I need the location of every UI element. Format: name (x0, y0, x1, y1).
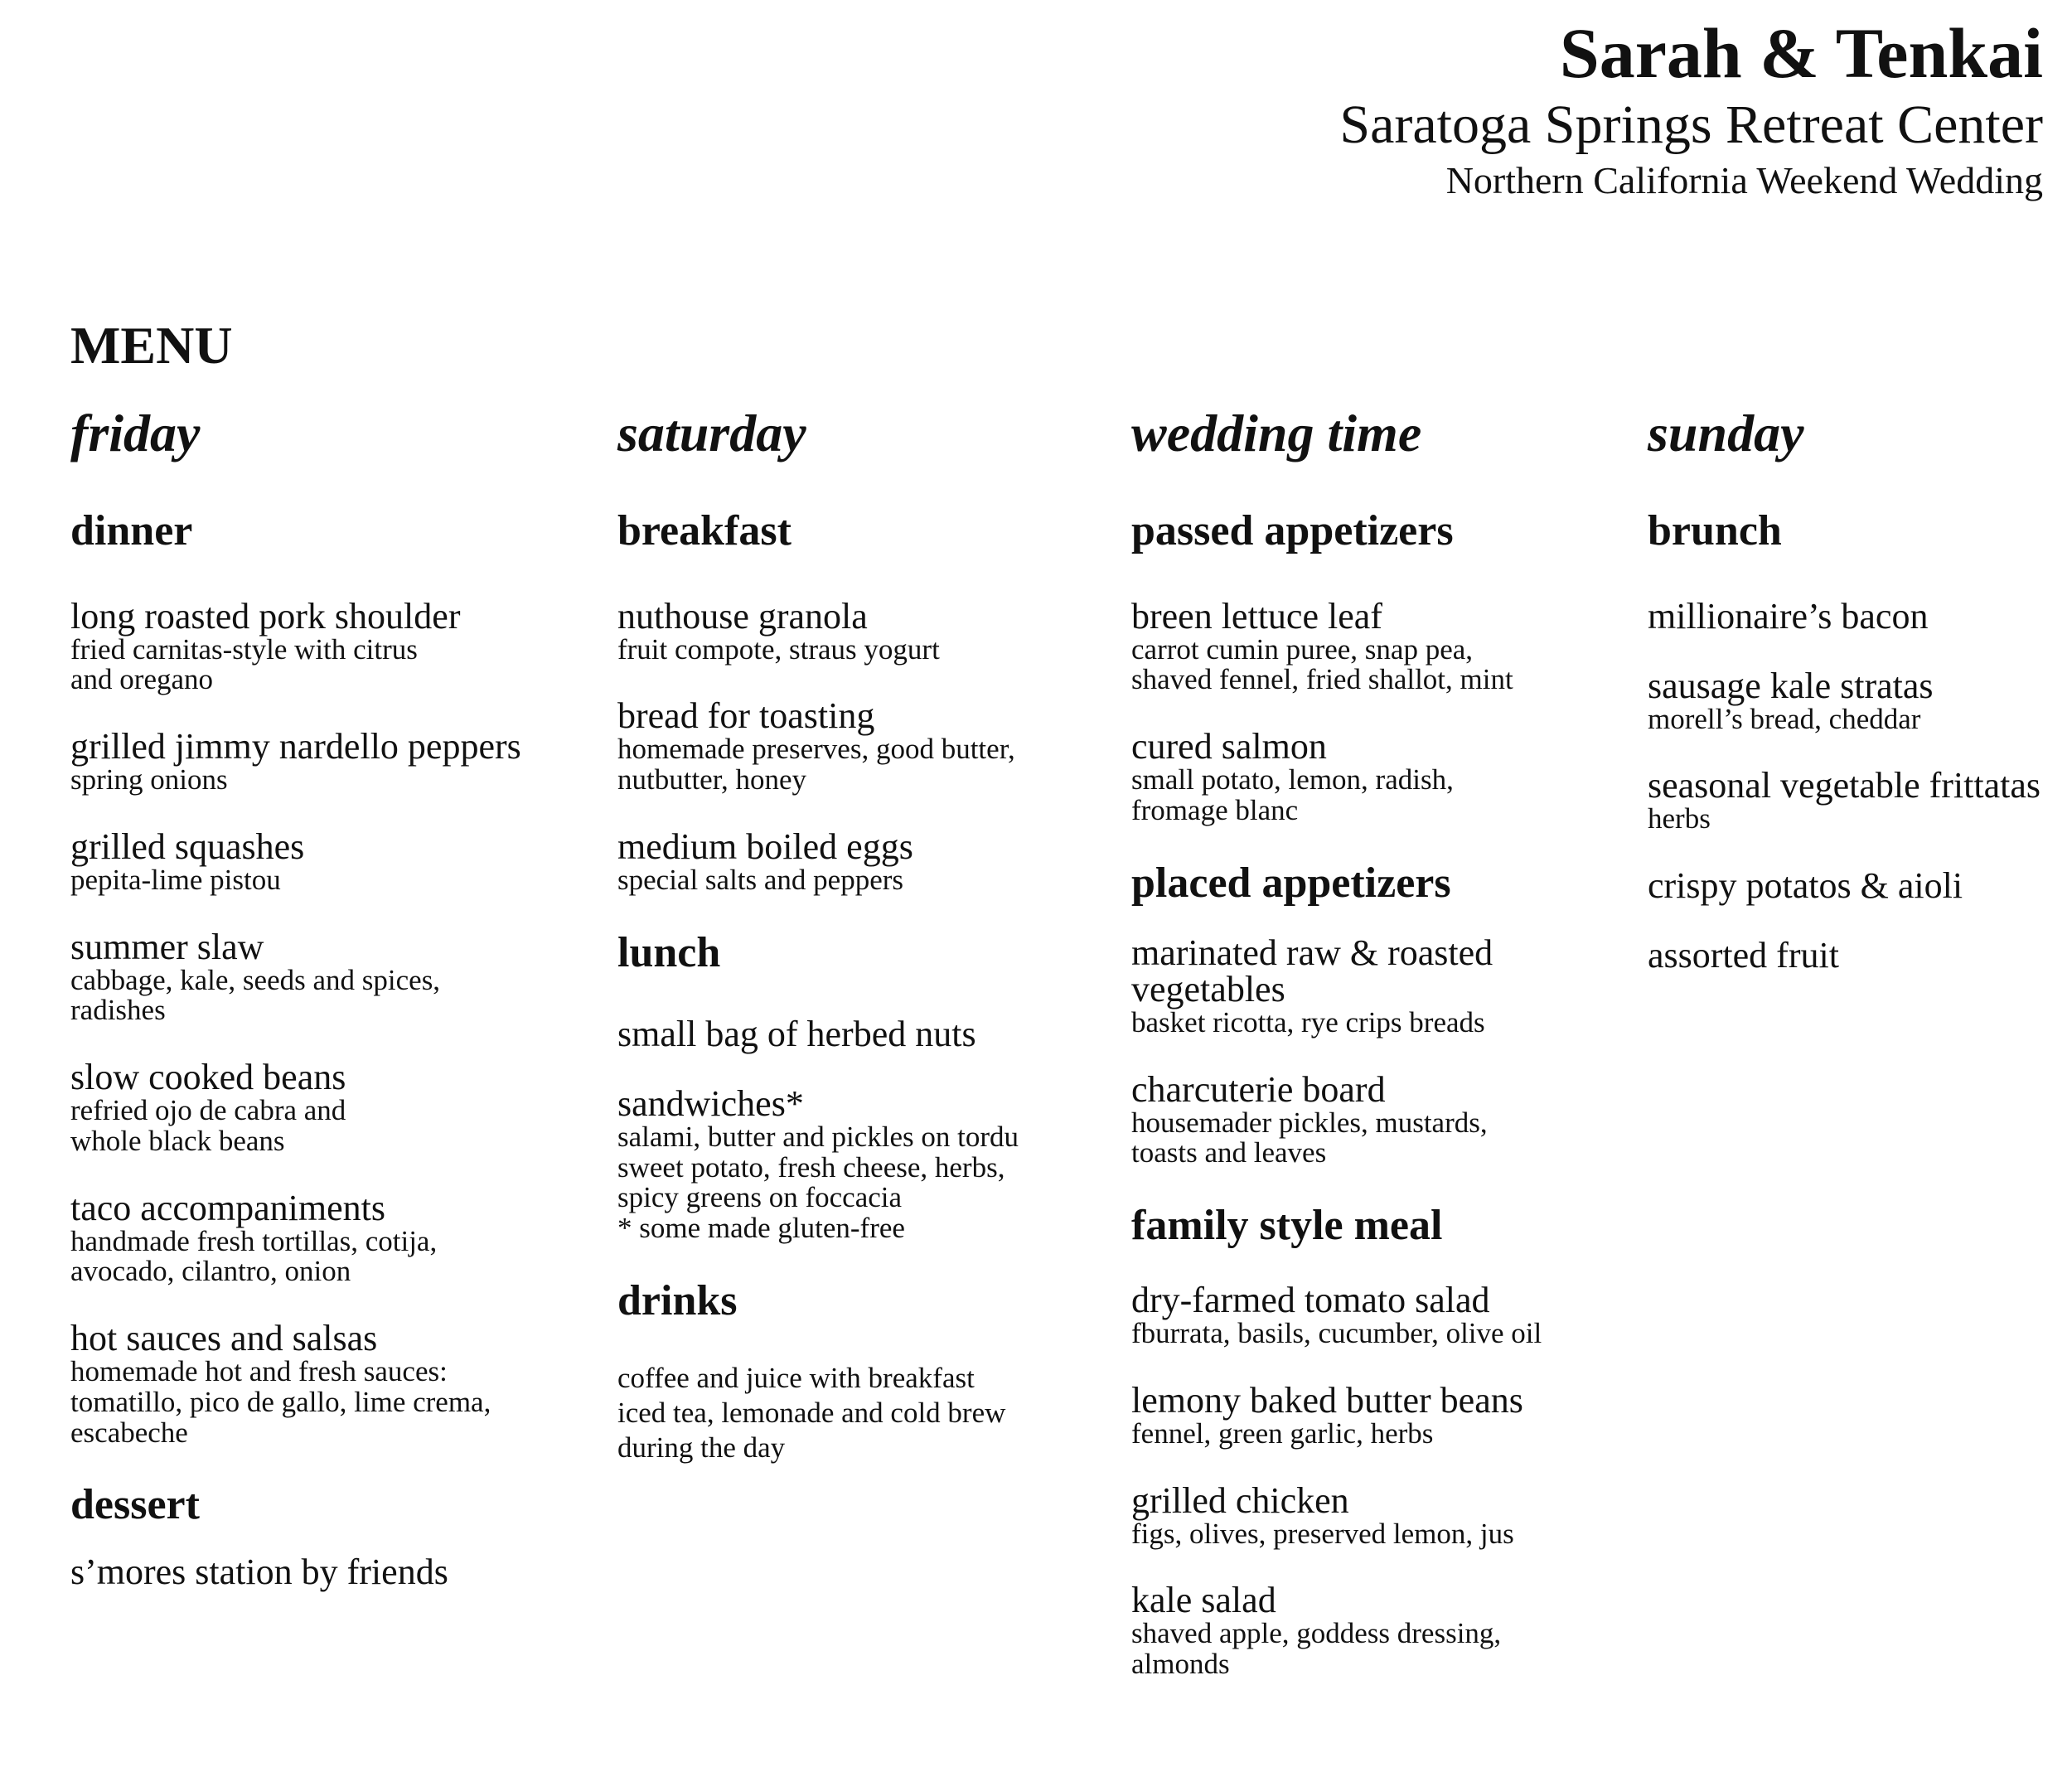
menu-item (70, 595, 584, 696)
menu-item (1648, 767, 2062, 835)
menu-item (70, 825, 584, 896)
menu-item-description: pepita-lime pistou (70, 863, 281, 896)
item-list (617, 1013, 1115, 1245)
menu-item (617, 1013, 1115, 1054)
menu-item (70, 726, 584, 796)
menu-item-description: housemader pickles, mustards, toasts and leaves (1131, 1106, 1488, 1169)
menu-item-name: bread for toasting (617, 695, 875, 737)
menu-item-description: homemade hot and fresh sauces: tomatillo, pico de gallo, lime crema, escabeche (70, 1355, 491, 1449)
menu-item-name: taco accompaniments (70, 1187, 385, 1228)
menu-item (1131, 726, 1637, 826)
friday-column (70, 404, 584, 1590)
drinks-text: coffee and juice with breakfast iced tea, lemonade and cold brew during the day (617, 1361, 1006, 1464)
menu-item-name: small bag of herbed nuts (617, 1013, 976, 1054)
menu-item-name: marinated raw & roasted vegetables (1131, 932, 1493, 1009)
menu-item-name: crispy potatos & aioli (1648, 865, 1963, 907)
menu-item (1648, 937, 2062, 974)
menu-item-description: carrot cumin puree, snap pea, shaved fennel, fried shallot, mint (1131, 632, 1513, 696)
menu-item (1131, 1379, 1637, 1450)
menu-item-description: herbs (1648, 802, 1711, 835)
menu-item-name: summer slaw (70, 926, 264, 967)
menu-item (1131, 595, 1637, 696)
menu-item-description: shaved apple, goddess dressing, almonds (1131, 1617, 1502, 1681)
meal-heading: drinks (617, 1276, 738, 1324)
menu-item-description: spring onions (70, 763, 228, 796)
menu-item-description: cabbage, kale, seeds and spices, radishes (70, 963, 441, 1027)
menu-item-name: sausage kale stratas (1648, 665, 1934, 706)
menu-item-name: medium boiled eggs (617, 825, 913, 867)
menu-item (1131, 1479, 1637, 1550)
item-list (1131, 932, 1637, 1169)
menu-item (70, 926, 584, 1027)
menu-item-name: grilled chicken (1131, 1479, 1349, 1521)
menu-item-name: grilled squashes (70, 825, 305, 867)
menu-item-name: kale salad (1131, 1580, 1276, 1621)
menu-item-name: cured salmon (1131, 726, 1327, 767)
menu-item-description: small potato, lemon, radish, fromage blanc (1131, 763, 1454, 826)
menu-item-name: s’mores station by friends (70, 1551, 448, 1592)
sunday-column (1648, 404, 2062, 1007)
day-heading: wedding time (1131, 404, 1422, 462)
menu-item-description: morell’s bread, cheddar (1648, 702, 1921, 735)
day-heading: sunday (1648, 404, 1804, 462)
couple-names: Sarah & Tenkai (1559, 13, 2043, 93)
menu-item (617, 825, 1115, 896)
meal-heading: brunch (1648, 507, 1782, 555)
menu-item-description: fried carnitas-style with citrus and oregano (70, 632, 418, 696)
meal-heading: placed appetizers (1131, 859, 1451, 907)
menu-item-description: handmade fresh tortillas, cotija, avocado, cilantro, onion (70, 1224, 438, 1288)
menu-item (1131, 1282, 1637, 1349)
menu-item (617, 595, 1115, 666)
menu-item-name: grilled jimmy nardello peppers (70, 726, 521, 767)
day-heading: saturday (617, 404, 806, 462)
menu-item-description: figs, olives, preserved lemon, jus (1131, 1517, 1514, 1550)
menu-item (1648, 665, 2062, 735)
menu-item-description: basket ricotta, rye crips breads (1131, 1005, 1485, 1039)
menu-item (1131, 1068, 1637, 1169)
menu-item (70, 1187, 584, 1288)
item-list (70, 595, 584, 1449)
item-list (1131, 1282, 1637, 1680)
menu-item-name: dry-farmed tomato salad (1131, 1280, 1490, 1321)
menu-item-name: charcuterie board (1131, 1068, 1386, 1110)
menu-item-name: seasonal vegetable frittatas (1648, 765, 2041, 806)
item-list (1131, 595, 1637, 826)
menu-title: MENU (70, 316, 233, 375)
day-heading: friday (70, 404, 201, 462)
menu-item-description: fruit compote, straus yogurt (617, 632, 940, 666)
meal-heading: lunch (617, 928, 721, 976)
menu-item-description: refried ojo de cabra and whole black beans (70, 1094, 346, 1157)
menu-item (1131, 1582, 1637, 1680)
menu-item-name: slow cooked beans (70, 1057, 346, 1098)
header (1048, 15, 2043, 202)
menu-item-description: special salts and peppers (617, 863, 904, 896)
saturday-column (617, 404, 1115, 1465)
menu-item-name: lemony baked butter beans (1131, 1379, 1523, 1421)
event-subtitle: Northern California Weekend Wedding (1445, 159, 2043, 202)
venue-name: Saratoga Springs Retreat Center (1339, 94, 2043, 155)
menu-item-description: salami, butter and pickles on tordu sweet potato, fresh cheese, herbs, spicy greens on foccacia * some made gluten-free (617, 1120, 1019, 1245)
meal-heading: breakfast (617, 507, 792, 555)
wedding-column (1131, 404, 1637, 1713)
meal-heading: dessert (70, 1481, 200, 1529)
item-list (617, 595, 1115, 896)
menu-item-name: sandwiches* (617, 1082, 804, 1124)
menu-item (1131, 932, 1637, 1039)
menu-item-name: nuthouse granola (617, 595, 868, 637)
meal-heading: dinner (70, 507, 193, 555)
menu-item-description: fennel, green garlic, herbs (1131, 1416, 1434, 1450)
menu-item (70, 1320, 584, 1448)
meal-heading: passed appetizers (1131, 507, 1454, 555)
menu-item (617, 695, 1115, 796)
menu-item-name: millionaire’s bacon (1648, 595, 1929, 637)
menu-item-description: homemade preserves, good butter, nutbutter, honey (617, 733, 1015, 796)
meal-heading: family style meal (1131, 1202, 1443, 1250)
menu-item (70, 1059, 584, 1157)
menu-item (617, 1082, 1115, 1245)
item-list (1648, 595, 2062, 976)
menu-item-name: breen lettuce leaf (1131, 595, 1382, 637)
menu-item (1648, 595, 2062, 637)
menu-item (1648, 865, 2062, 907)
menu-item-name: hot sauces and salsas (70, 1318, 378, 1359)
menu-item-name: assorted fruit (1648, 935, 1839, 976)
menu-item-name: long roasted pork shoulder (70, 595, 461, 637)
menu-item-description: fburrata, basils, cucumber, olive oil (1131, 1317, 1542, 1350)
